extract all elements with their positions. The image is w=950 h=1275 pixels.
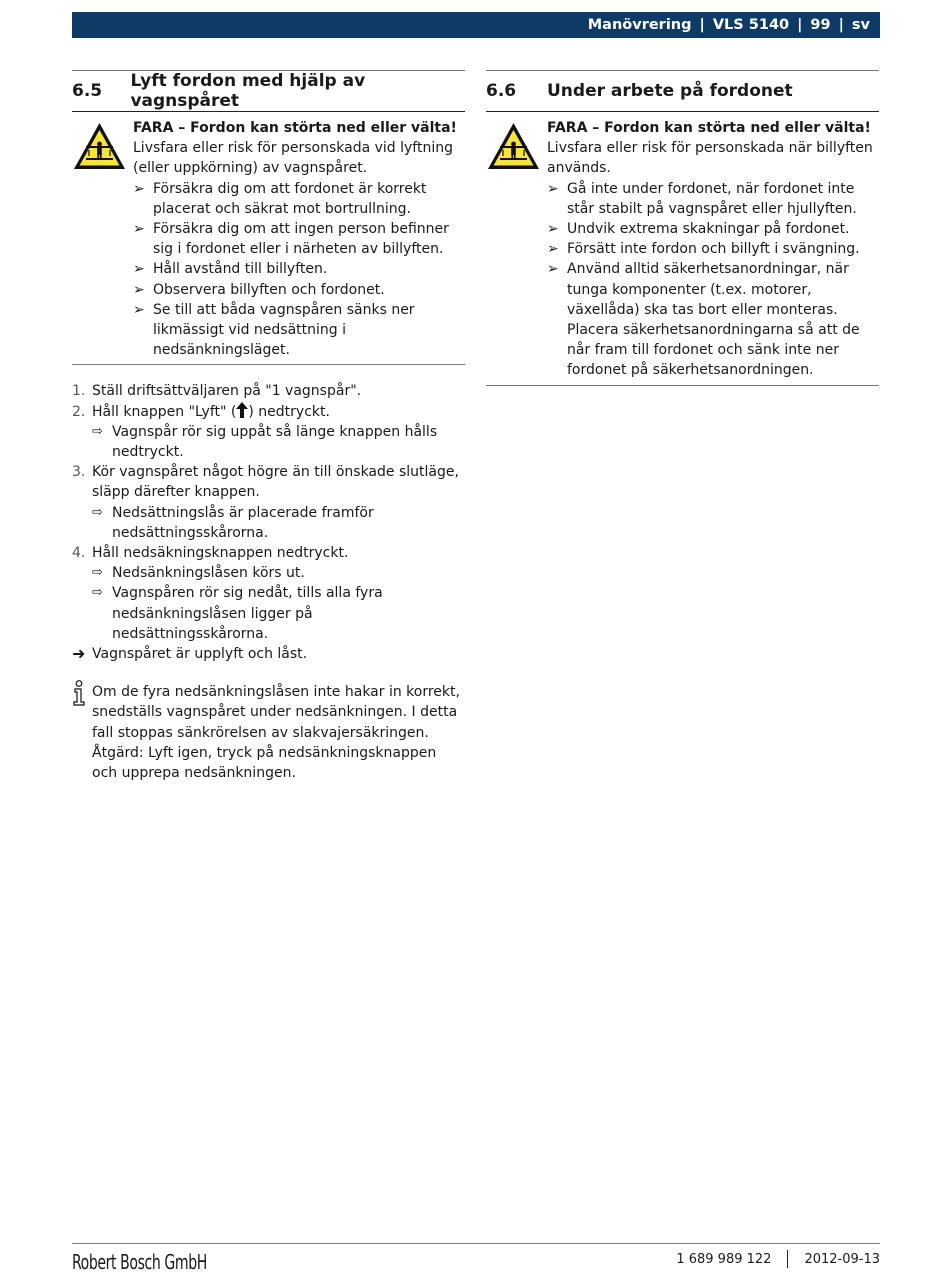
crush-hazard-warning-icon: [486, 121, 541, 171]
info-icon: [72, 680, 86, 706]
up-arrow-icon: [236, 402, 248, 418]
warning-title: FARA – Fordon kan störta ned eller välta!: [133, 120, 457, 136]
warning-list: [133, 179, 465, 361]
header-separator: |: [797, 17, 803, 33]
list-item: ➢ Försätt inte fordon och billyft i svängning.: [547, 239, 879, 259]
list-item: ➢ Se till att båda vagnspåren sänks ner likmässigt vid nedsättning i nedsänkningsläget.: [133, 301, 415, 359]
section-heading: [486, 70, 879, 112]
footer-separator: [787, 1250, 788, 1268]
arrowhead-bullet-icon: ➢: [547, 261, 559, 278]
section-6-5: [72, 70, 465, 783]
section-heading: [72, 70, 465, 112]
section-6-6: [486, 70, 879, 386]
header-lang: sv: [851, 17, 870, 33]
outline-arrow-icon: ⇨: [92, 585, 103, 601]
list-item: ➢ Försäkra dig om att ingen person befinner sig i fordonet eller i närheten av billyften.: [133, 221, 449, 258]
company-logo: Robert Bosch GmbH: [72, 1250, 207, 1274]
step-result: ⇨ Nedsättningslås är placerade framför nedsättningsskårorna.: [92, 504, 374, 541]
bold-arrow-icon: ➜: [72, 644, 86, 664]
warning-text: Livsfara eller risk för personskada vid lyftning (eller uppkörning) av vagnspåret.: [133, 140, 453, 177]
header-section: Manövrering: [587, 17, 692, 33]
procedure-steps: [72, 381, 465, 664]
crush-hazard-warning-icon: [72, 121, 127, 171]
warning-box: [486, 112, 879, 386]
header-separator: |: [699, 17, 705, 33]
outline-arrow-icon: ⇨: [92, 504, 103, 520]
step-1: 1. Ställ driftsättväljaren på "1 vagnspår".: [72, 383, 362, 400]
list-item: ➢ Undvik extrema skakningar på fordonet.: [547, 219, 879, 239]
arrowhead-bullet-icon: ➢: [133, 301, 145, 318]
warning-text: Livsfara eller risk för personskada när billyften används.: [547, 140, 873, 177]
list-item: ➢ Observera billyften och fordonet.: [133, 280, 465, 300]
arrowhead-bullet-icon: ➢: [133, 281, 145, 298]
warning-title: FARA – Fordon kan störta ned eller välta!: [547, 120, 871, 136]
list-item: ➢ Gå inte under fordonet, när fordonet inte står stabilt på vagnspåret eller hjullyften.: [547, 180, 857, 217]
warning-box: [72, 112, 465, 365]
section-title: Lyft fordon med hjälp av vagnspåret: [130, 71, 366, 111]
step-result: ⇨ Vagnspåren rör sig nedåt, tills alla fyra nedsänkningslåsen ligger på nedsättningsskårorna.: [92, 585, 383, 642]
arrowhead-bullet-icon: ➢: [547, 221, 559, 238]
info-text: Om de fyra nedsänkningslåsen inte hakar in korrekt, snedställs vagnspåret under nedsänkningen. I detta fall stoppas sänkrörelsen av slakvajersäkringen. Åtgärd: Lyft igen, tryck på nedsänkningsknappen och upprepa nedsänkningen.: [92, 684, 460, 782]
list-item: ➢ Håll avstånd till billyften.: [133, 259, 465, 279]
outline-arrow-icon: ⇨: [92, 423, 103, 439]
step-2: 2. Håll knappen "Lyft" ( ) nedtryckt.: [72, 403, 330, 420]
step-3: 3. Kör vagnspåret något högre än till önskade slutläge, släpp därefter knappen.: [72, 464, 459, 501]
arrowhead-bullet-icon: ➢: [133, 261, 145, 278]
step-4: 4. Håll nedsäkningsknappen nedtryckt.: [72, 545, 349, 562]
footer-info: [676, 1250, 880, 1268]
arrowhead-bullet-icon: ➢: [133, 180, 145, 197]
step-result: ⇨ Vagnspår rör sig uppåt så länge knappen hålls nedtryckt.: [92, 423, 438, 461]
arrowhead-bullet-icon: ➢: [547, 241, 559, 258]
list-item: ➢ Använd alltid säkerhetsanordningar, när tunga komponenter (t.ex. motorer, växellåda) ska tas bort eller monteras. Placera säkerhetsanordningarna så att de når fram till fordonet och sänk inte ner fordonet på säkerhetsanordningen.: [547, 261, 860, 379]
list-item: ➢ Försäkra dig om att fordonet är korrekt placerat och säkrat mot bortrullning.: [133, 180, 427, 217]
header-model: VLS 5140: [712, 17, 790, 33]
info-note: [72, 682, 465, 783]
doc-number: 1 689 989 122: [676, 1251, 772, 1267]
doc-date: 2012-09-13: [804, 1251, 880, 1267]
arrowhead-bullet-icon: ➢: [547, 180, 559, 197]
header-bar: [72, 12, 880, 38]
arrowhead-bullet-icon: ➢: [133, 221, 145, 238]
section-title: Under arbete på fordonet: [547, 81, 793, 101]
warning-list: [547, 179, 879, 381]
header-separator: |: [838, 17, 844, 33]
header-page: 99: [810, 17, 831, 33]
final-result: ➜ Vagnspåret är upplyft och låst.: [72, 644, 308, 664]
step-result: ⇨ Nedsänkningslåsen körs ut.: [72, 563, 465, 583]
section-number: 6.5: [72, 81, 103, 101]
section-number: 6.6: [486, 81, 517, 101]
footer-divider: [72, 1243, 880, 1244]
outline-arrow-icon: ⇨: [92, 565, 103, 581]
